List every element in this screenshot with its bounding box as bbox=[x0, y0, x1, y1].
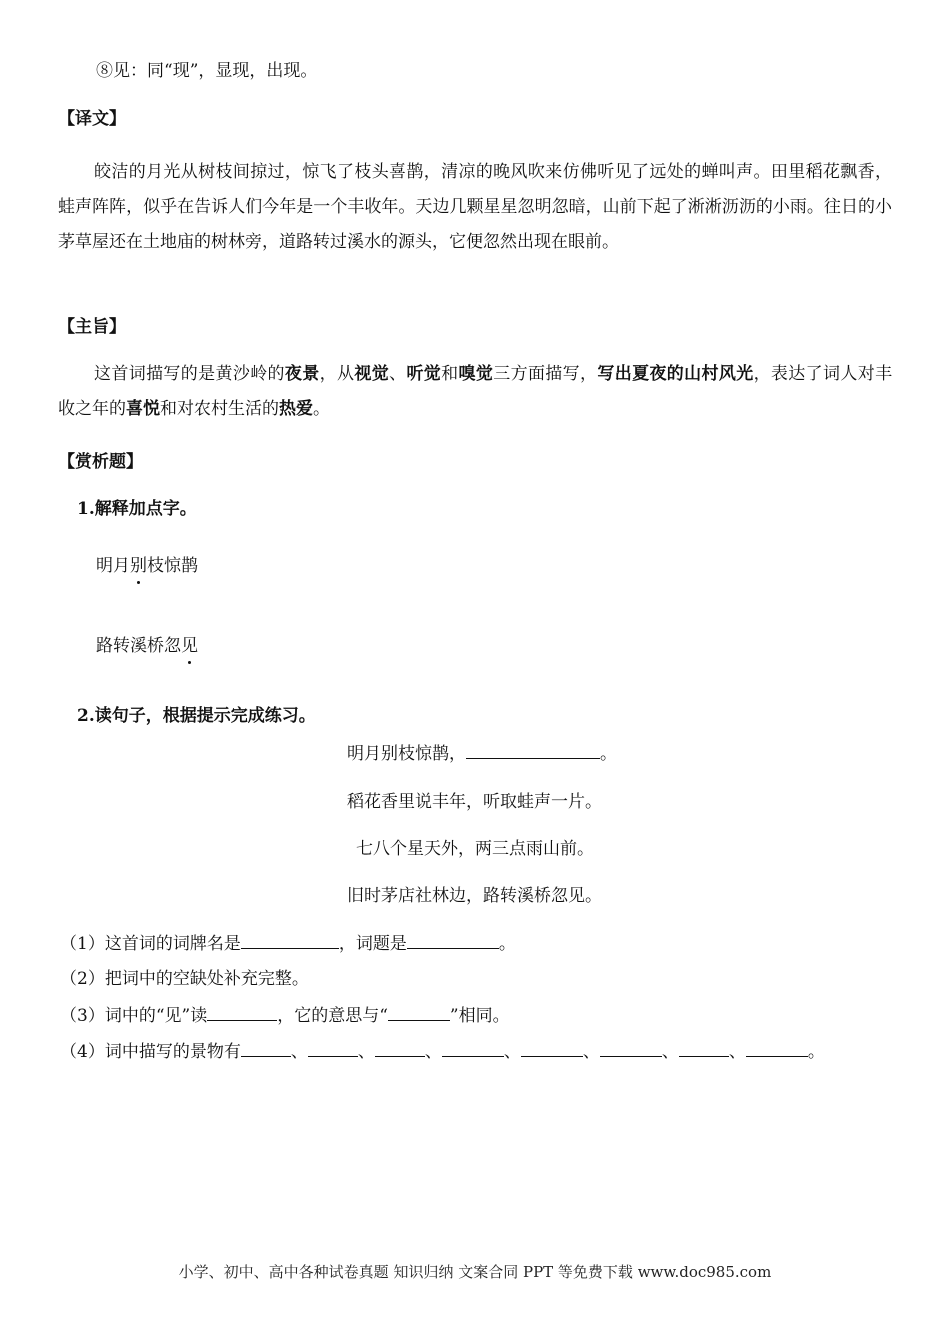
question-1-item-2: 路转溪桥忽见 bbox=[96, 633, 198, 659]
subquestion-2: （2）把词中的空缺处补充完整。 bbox=[60, 969, 309, 989]
scenery-blank-7[interactable] bbox=[679, 1038, 729, 1057]
same-meaning-blank[interactable] bbox=[388, 1002, 450, 1021]
question-2-title: 2.读句子，根据提示完成练习。 bbox=[77, 706, 316, 726]
note-8: ⑧见：同“现”，显现，出现。 bbox=[96, 61, 318, 81]
scenery-blank-6[interactable] bbox=[600, 1038, 662, 1057]
poem-blank[interactable] bbox=[466, 740, 600, 759]
dotted-char-jian: 见 bbox=[181, 633, 198, 659]
scenery-blank-8[interactable] bbox=[746, 1038, 808, 1057]
page-footer: 小学、初中、高中各种试卷真题 知识归纳 文案合同 PPT 等免费下载 www.doc985.com bbox=[178, 1263, 772, 1281]
translation-text: 皎洁的月光从树枝间掠过，惊飞了枝头喜鹊，清凉的晚风吹来仿佛听见了远处的蝉叫声。田里稻花飘香，蛙声阵阵，似乎在告诉人们今年是一个丰收年。天边几颗星星忽明忽暗，山前下起了淅淅沥沥的小雨。往日的小茅草屋还在土地庙的树林旁，道路转过溪水的源头，它便忽然出现在眼前。 bbox=[58, 162, 892, 252]
scenery-blank-4[interactable] bbox=[442, 1038, 504, 1057]
subquestion-3: （3）词中的“见”读 ，它的意思与“ ”相同。 bbox=[60, 1002, 510, 1029]
poem-line-4: 旧时茅店社林边，路转溪桥忽见。 bbox=[347, 886, 602, 906]
theme-heading: 【主旨】 bbox=[58, 317, 126, 337]
question-1-item-1: 明月别枝惊鹊 bbox=[96, 553, 198, 579]
scenery-blank-3[interactable] bbox=[375, 1038, 425, 1057]
dotted-char-bie: 别 bbox=[130, 553, 147, 579]
analysis-heading: 【赏析题】 bbox=[58, 452, 143, 472]
poem-line-3: 七八个星天外，两三点雨山前。 bbox=[356, 839, 594, 859]
cipai-blank[interactable] bbox=[241, 930, 339, 949]
subquestion-4: （4）词中描写的景物有 、 、 、 、 、 、 、 。 bbox=[60, 1038, 825, 1065]
pronunciation-blank[interactable] bbox=[207, 1002, 277, 1021]
scenery-blank-1[interactable] bbox=[241, 1038, 291, 1057]
scenery-blank-5[interactable] bbox=[521, 1038, 583, 1057]
poem-line-2: 稻花香里说丰年，听取蛙声一片。 bbox=[347, 792, 602, 812]
question-1-title: 1.解释加点字。 bbox=[77, 499, 197, 519]
title-blank[interactable] bbox=[407, 930, 499, 949]
poem-line-1: 明月别枝惊鹊， 。 bbox=[347, 740, 617, 767]
subquestion-1: （1）这首词的词牌名是 ，词题是 。 bbox=[60, 930, 516, 957]
theme-text: 这首词描写的是黄沙岭的夜景，从视觉、听觉和嗅觉三方面描写，写出夏夜的山村风光，表达了词人对丰收之年的喜悦和对农村生活的热爱。 bbox=[58, 364, 893, 419]
scenery-blank-2[interactable] bbox=[308, 1038, 358, 1057]
translation-heading: 【译文】 bbox=[58, 109, 126, 129]
